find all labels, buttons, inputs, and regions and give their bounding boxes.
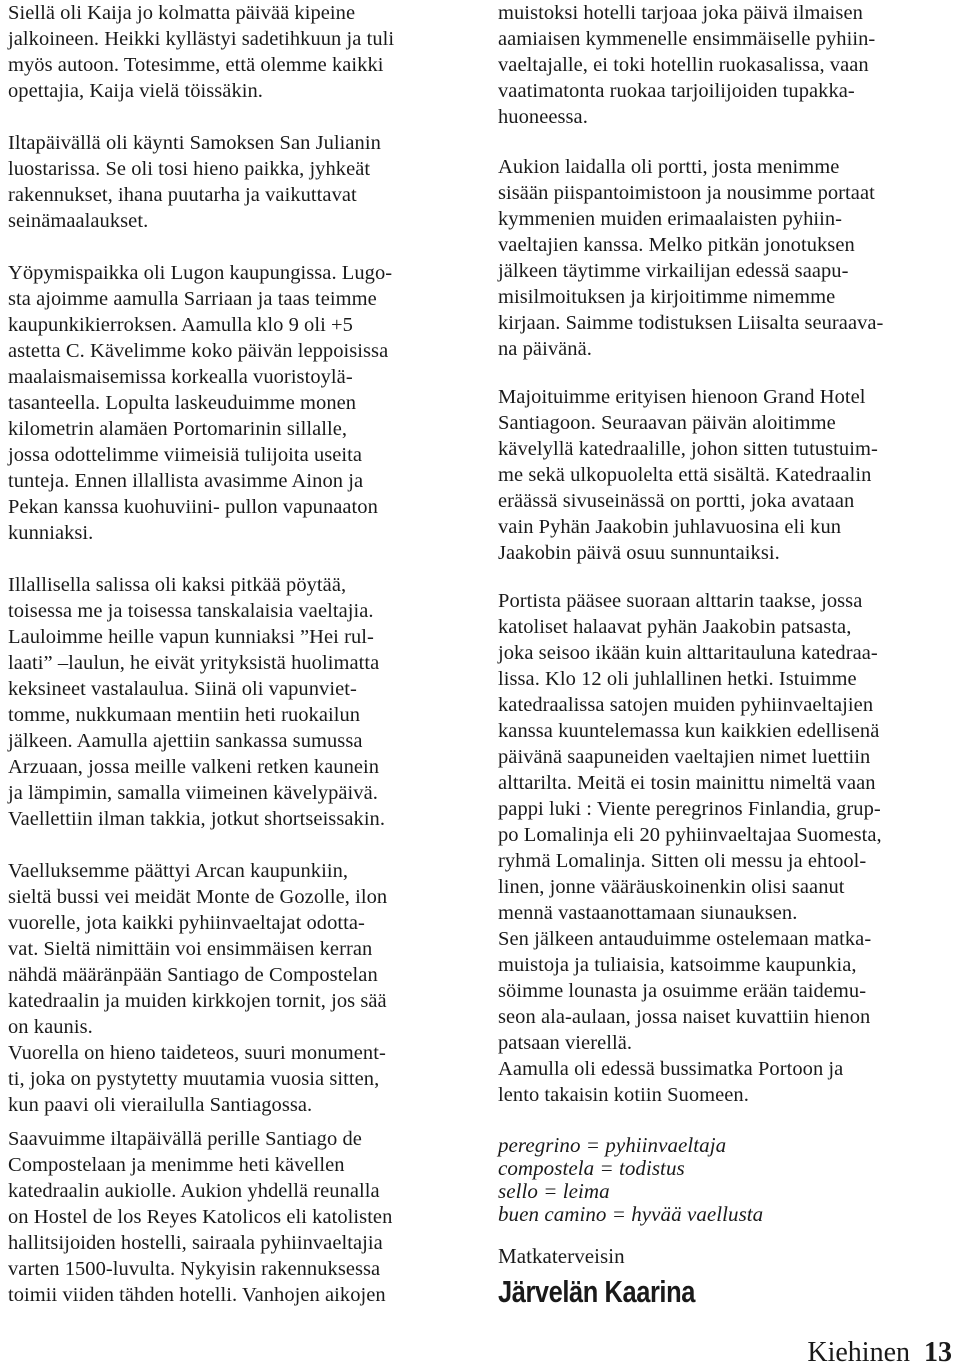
text-line: tasanteella. Lopulta laskeuduimme monen (8, 392, 357, 414)
text-line: Vuorella on hieno taideteos, suuri monument- (8, 1042, 386, 1064)
text-line: Compostelaan ja menimme heti kävellen (8, 1154, 345, 1176)
text-line: opettajia, Kaija vielä töissäkin. (8, 80, 263, 102)
glossary-item: compostela = todistus (498, 1156, 685, 1180)
text-line: nähdä määränpään Santiago de Compostelan (8, 964, 378, 986)
text-line: Vaelluksemme päättyi Arcan kaupunkiin, (8, 860, 349, 882)
text-line: on Hostel de los Reyes Katolicos eli katolisten (8, 1206, 393, 1228)
text-line: Illallisella salissa oli kaksi pitkää pöytää, (8, 574, 347, 596)
text-line: rakennukset, ihana puutarha ja vaikuttavat (8, 184, 357, 206)
text-line: Lauloimme heille vapun kunniaksi ”Hei rul- (8, 626, 374, 648)
text-line: Aamulla oli edessä bussimatka Portoon ja (498, 1058, 844, 1080)
text-line: Vaellettiin ilman takkia, jotkut shortseissakin. (8, 808, 386, 830)
signature-label: Matkaterveisin (498, 1244, 625, 1268)
text-line: tomme, nukkumaan mentiin heti ruokailun (8, 704, 361, 726)
text-line: luostarissa. Se oli tosi hieno paikka, jyhkeät (8, 158, 371, 180)
text-line: vaatimatonta ruokaa tarjoilijoiden tupakka- (498, 80, 855, 102)
text-line: Yöpymispaikka oli Lugon kaupungissa. Lugo- (8, 262, 393, 284)
text-line: joka seisoo ikään kuin alttaritauluna katedraa- (498, 642, 878, 664)
text-line: laati” –laulun, he eivät yrityksistä huolimatta (8, 652, 380, 674)
text-line: patsaan vierellä. (498, 1032, 633, 1054)
text-line: jälkeen. Aamulla ajettiin sankassa sumussa (8, 730, 363, 752)
text-line: myös autoon. Totesimme, että olemme kaikki (8, 54, 384, 76)
text-line: hallitsijoiden hostelli, sairaala pyhiinvaeltajia (8, 1232, 383, 1254)
text-line: astetta C. Kävelimme koko päivän leppoisissa (8, 340, 389, 362)
text-line: ja lämpimin, samalla viimeinen kävelypäivä. (8, 782, 378, 804)
text-line: katedraalin aukiolle. Aukion yhdellä reunalla (8, 1180, 380, 1202)
text-line: toisessa me ja toisessa tanskalaisia vaeltajia. (8, 600, 374, 622)
text-line: keksineet vastalaulua. Siinä oli vapunviet- (8, 678, 357, 700)
text-line: po Lomalinja eli 20 pyhiinvaeltajaa Suomesta, (498, 824, 882, 846)
text-line: huoneessa. (498, 106, 588, 128)
text-line: Majoituimme erityisen hienoon Grand Hotel (498, 386, 866, 408)
text-line: Iltapäivällä oli käynti Samoksen San Julianin (8, 132, 381, 154)
page-number: 13 (924, 1337, 952, 1368)
text-line: varten 1500-luvulta. Nykyisin rakennuksessa (8, 1258, 381, 1280)
text-line: seon ala-aulaan, jossa naiset kuvattiin hienon (498, 1006, 871, 1028)
text-line: vaeltajien kanssa. Melko pitkän jonotuksen (498, 234, 855, 256)
text-line: muistoja ja tuliaisia, katsoimme kaupunkia, (498, 954, 857, 976)
text-line: Siellä oli Kaija jo kolmatta päivää kipeine (8, 2, 356, 24)
text-line: jalkoineen. Heikki kyllästyi sadetihkuun ja tuli (8, 28, 395, 50)
text-line: jossa odottelimme viimeisiä tulijoita useita (8, 444, 363, 466)
text-line: lento takaisin kotiin Suomeen. (498, 1084, 749, 1106)
magazine-name: Kiehinen (807, 1337, 910, 1368)
text-line: jälkeen täytimme virkailijan edessä saapu- (498, 260, 849, 282)
text-line: toimii viiden tähden hotelli. Vanhojen aikojen (8, 1284, 386, 1306)
text-line: vain Pyhän Jaakobin juhlavuosina eli kun (498, 516, 842, 538)
text-line: sieltä bussi vei meidät Monte de Gozolle, ilon (8, 886, 388, 908)
text-line: maalaismaisemissa korkealla vuoristoylä- (8, 366, 353, 388)
text-line: eräässä sivuseinässä on portti, joka avataan (498, 490, 855, 512)
text-line: aamiaisen kymmenelle ensimmäiselle pyhiin- (498, 28, 876, 50)
glossary-item: sello = leima (498, 1179, 610, 1203)
text-line: pappi luki : Viente peregrinos Finlandia, grup- (498, 798, 881, 820)
text-line: vat. Sieltä nimittäin voi ensimmäisen kerran (8, 938, 373, 960)
text-line: mennä vastaanottamaan siunauksen. (498, 902, 798, 924)
text-line: Saavuimme iltapäivällä perille Santiago de (8, 1128, 362, 1150)
text-line: kävelyllä katedraalille, johon sitten tutustuim- (498, 438, 878, 460)
page-footer (807, 1336, 952, 1370)
text-line: misilmoituksen ja kirjoitimme nimemme (498, 286, 836, 308)
text-line: lissa. Klo 12 oli juhlallinen hetki. Istuimme (498, 668, 857, 690)
text-line: Jaakobin päivä osuu sunnuntaiksi. (498, 542, 780, 564)
text-line: kanssa kuuntelemassa kun kaikkien edellisenä (498, 720, 880, 742)
text-line: Pekan kanssa kuohuviini- pullon vapunaaton (8, 496, 378, 518)
signature-name: Järvelän Kaarina (498, 1274, 695, 1309)
text-line: ti, joka on pystytetty muutamia vuosia sitten, (8, 1068, 380, 1090)
text-line: ryhmä Lomalinja. Sitten oli messu ja ehtool- (498, 850, 867, 872)
text-line: katoliset halaavat pyhän Jaakobin patsasta, (498, 616, 852, 638)
text-line: söimme lounasta ja osuimme erään taidemu- (498, 980, 867, 1002)
text-line: muistoksi hotelli tarjoaa joka päivä ilmaisen (498, 2, 863, 24)
text-line: kun paavi oli vierailulla Santiagossa. (8, 1094, 313, 1116)
text-line: tunteja. Ennen illallista avasimme Ainon ja (8, 470, 364, 492)
text-line: Sen jälkeen antauduimme ostelemaan matka- (498, 928, 872, 950)
text-line: katedraalin ja muiden kirkkojen tornit, jos sää (8, 990, 387, 1012)
glossary-item: peregrino = pyhiinvaeltaja (498, 1133, 727, 1157)
text-line: on kaunis. (8, 1016, 93, 1038)
text-line: Aukion laidalla oli portti, josta menimme (498, 156, 840, 178)
text-line: kymmenien muiden erimaalaisten pyhiin- (498, 208, 843, 230)
glossary-item: buen camino = hyvää vaellusta (498, 1202, 764, 1226)
text-line: alttarilta. Meitä ei tosin mainittu nimeltä vaan (498, 772, 876, 794)
text-line: kilometrin alamäen Portomarinin sillalle, (8, 418, 348, 440)
text-line: vaeltajalle, ei toki hotellin ruokasalissa, vaan (498, 54, 869, 76)
text-line: linen, jonne vääräuskoinenkin olisi saanut (498, 876, 845, 898)
text-line: sisään piispantoimistoon ja nousimme portaat (498, 182, 875, 204)
text-line: Arzuaan, jossa meille valkeni retken kaunein (8, 756, 380, 778)
text-line: kirjaan. Saimme todistuksen Liisalta seuraava- (498, 312, 884, 334)
text-line: kunniaksi. (8, 522, 94, 544)
text-line: päivänä saapuneiden vaeltajien nimet luettiin (498, 746, 871, 768)
text-line: Santiagoon. Seuraavan päivän aloitimme (498, 412, 836, 434)
text-line: katedraalissa satojen muiden pyhiinvaeltajien (498, 694, 874, 716)
text-line: sta ajoimme aamulla Sarriaan ja taas teimme (8, 288, 377, 310)
text-line: me sekä ulkopuolelta että sisältä. Katedraalin (498, 464, 872, 486)
text-line: na päivänä. (498, 338, 592, 360)
text-line: vuorelle, jota kaikki pyhiinvaeltajat odotta- (8, 912, 365, 934)
text-line: seinämaalaukset. (8, 210, 149, 232)
text-line: Portista pääsee suoraan alttarin taakse, jossa (498, 590, 863, 612)
text-line: kaupunkikierroksen. Aamulla klo 9 oli +5 (8, 314, 353, 336)
